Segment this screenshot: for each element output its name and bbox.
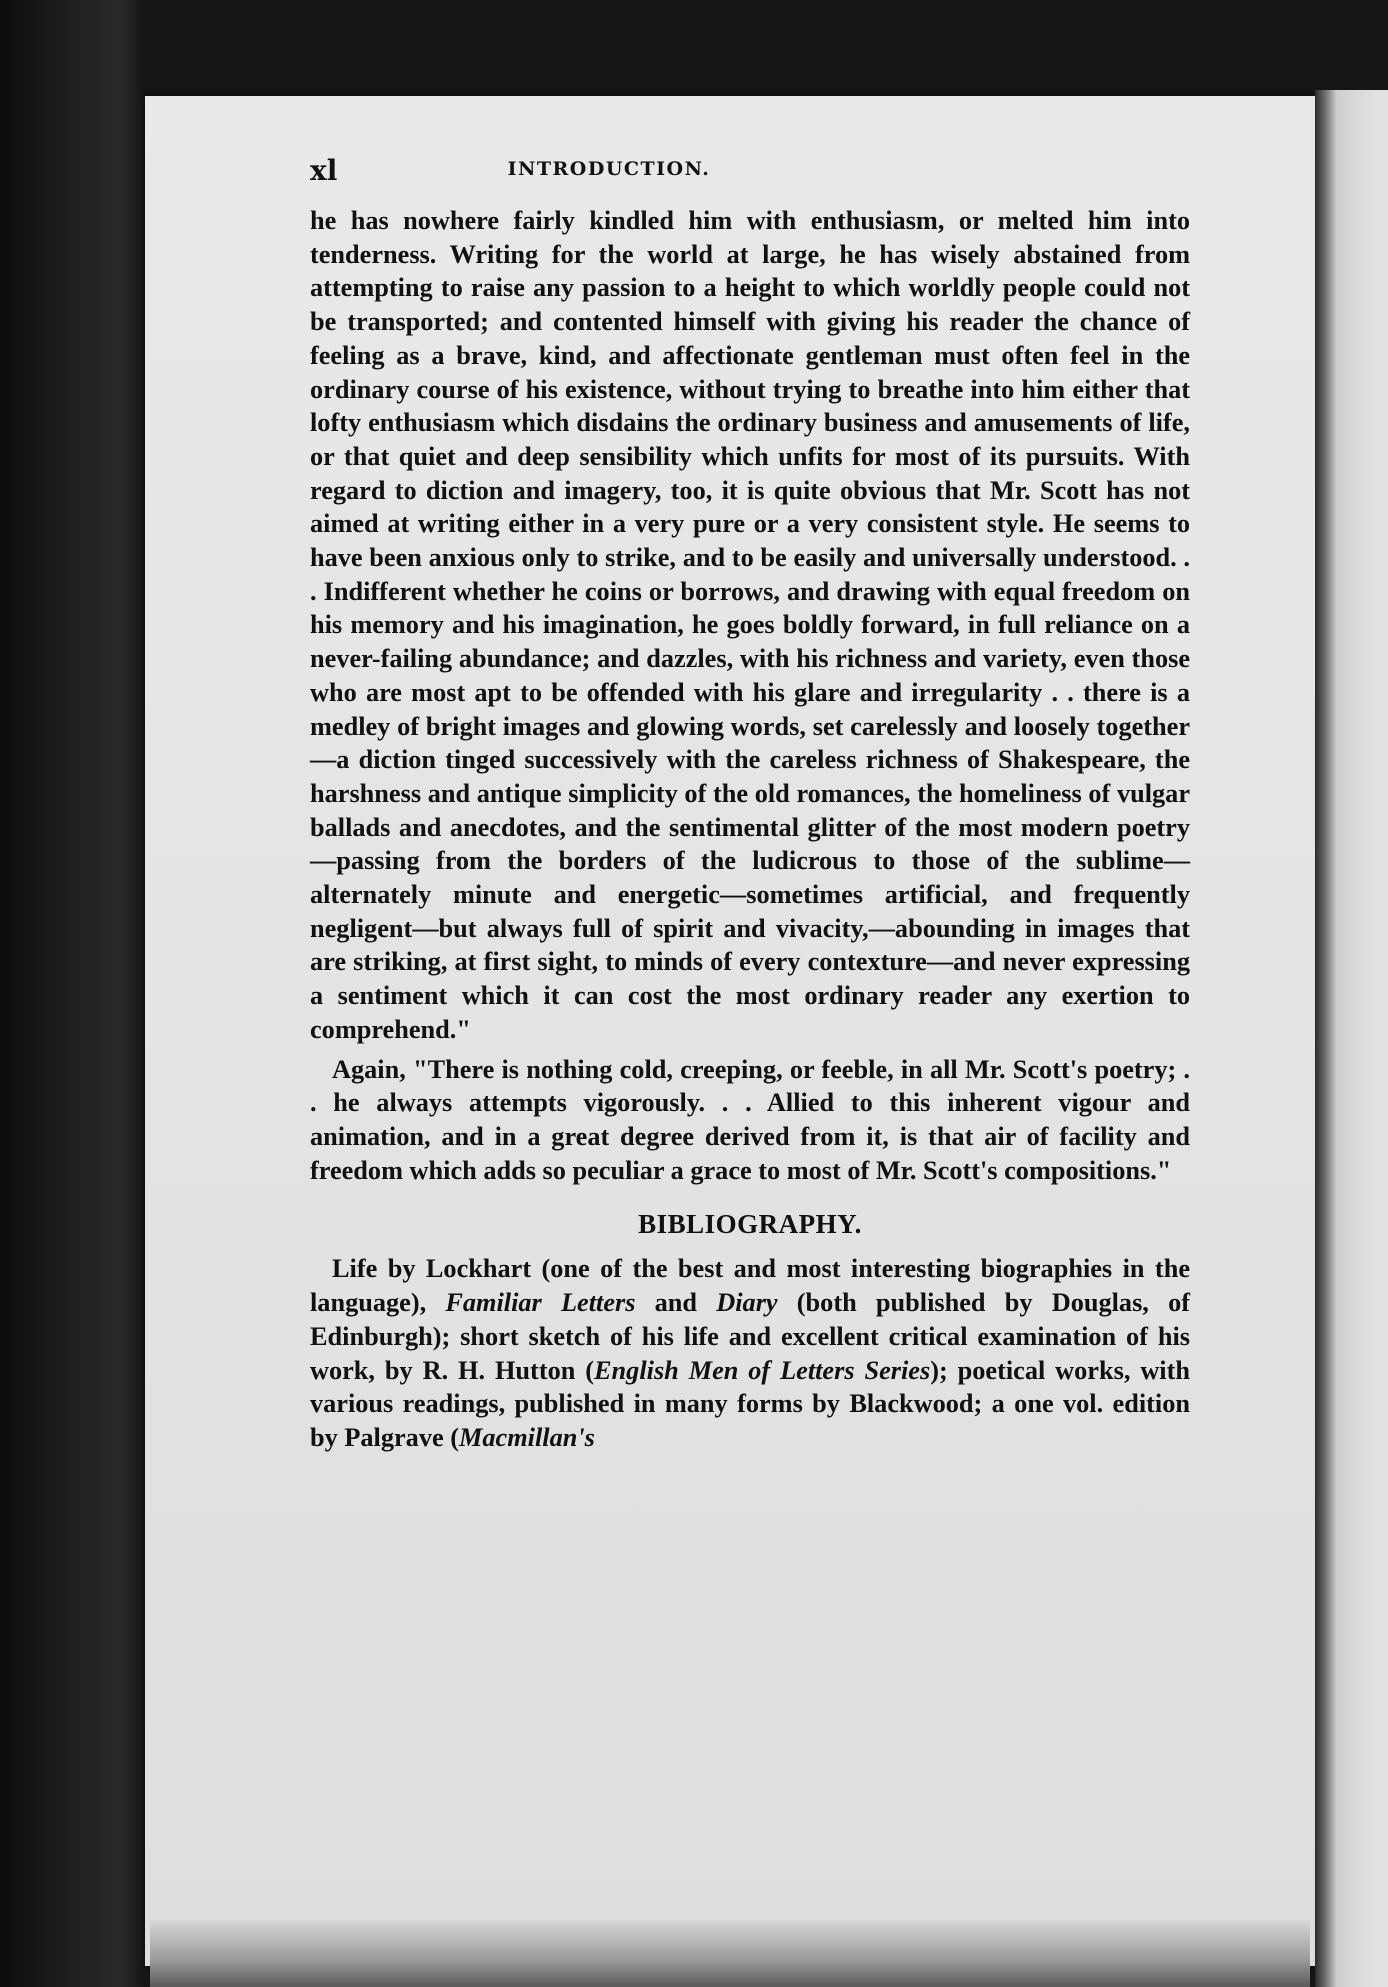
- bib-italic-macmillans: Macmillan's: [459, 1422, 595, 1452]
- body-paragraph-1: he has nowhere fairly kindled him with enthusiasm, or melted him into tenderness. Writing for the world at large, he has wisely abstained from attempting to raise any passion to a height to which worldly people could not be transported; and contented himself with giving his reader the chance of feeling as a brave, kind, and affectionate gentleman must often feel in the ordinary course of his existence, without trying to breathe into him either that lofty enthusiasm which disdains the ordinary business and amusements of life, or that quiet and deep sensibility which unfits for most of its pursuits. With regard to diction and imagery, too, it is quite obvious that Mr. Scott has not aimed at writing either in a very pure or a very consistent style. He seems to have been anxious only to strike, and to be easily and universally understood. . . Indifferent whether he coins or borrows, and drawing with equal freedom on his memory and his imagination, he goes boldly forward, in full reliance on a never-failing abundance; and dazzles, with his richness and variety, even those who are most apt to be offended with his glare and irregularity . . there is a medley of bright images and glowing words, set carelessly and loosely together —a diction tinged successively with the careless richness of Shakespeare, the harshness and antique simplicity of the old romances, the homeliness of vulgar ballads and anecdotes, and the sentimental glitter of the most modern poetry—passing from the borders of the ludicrous to those of the sublime—alternately minute and energetic—sometimes artificial, and frequently negligent—but always full of spirit and vivacity,—abounding in images that are striking, at first sight, to minds of every contexture—and never expressing a sentiment which it can cost the most ordinary reader any exertion to comprehend.": [310, 206, 1190, 1044]
- running-title: INTRODUCTION.: [507, 158, 711, 180]
- bib-italic-diary: Diary: [716, 1288, 778, 1318]
- bib-text-1: Life by Lockhart (one of the best and most interesting biographies in the language),: [310, 1254, 1190, 1318]
- bib-text-3: (both published by Douglas, of Edinburgh); short sketch of his life and excellent critical examination of his work, by R. H. Hutton (: [310, 1288, 1190, 1385]
- page-content: [165, 150, 1190, 1452]
- running-header: [165, 150, 1053, 194]
- body-paragraph-2: Again, "There is nothing cold, creeping, or feeble, in all Mr. Scott's poetry; . . he always attempts vigorously. . . Allied to this inherent vigour and animation, and in a great degree derived from it, is that air of facility and freedom which adds so peculiar a grace to most of Mr. Scott's compositions.": [310, 1054, 1190, 1185]
- bibliography-heading: BIBLIOGRAPHY.: [638, 1209, 862, 1240]
- bibliography-paragraph: [310, 1252, 1190, 1454]
- page-bottom-edge: [150, 1920, 1310, 1987]
- page-number: xl: [310, 154, 338, 187]
- facing-page-edge: [1315, 90, 1388, 1987]
- bib-italic-series: English Men of Letters Series: [594, 1355, 931, 1385]
- text-block: [310, 204, 1190, 1455]
- bib-italic-familiar-letters: Familiar Letters: [445, 1288, 636, 1318]
- bib-text-2: and: [635, 1288, 717, 1318]
- bib-text-4: ); poetical works, with various readings, published in many forms by Blackwood; a one vol. edition by Palgrave (: [310, 1355, 1190, 1452]
